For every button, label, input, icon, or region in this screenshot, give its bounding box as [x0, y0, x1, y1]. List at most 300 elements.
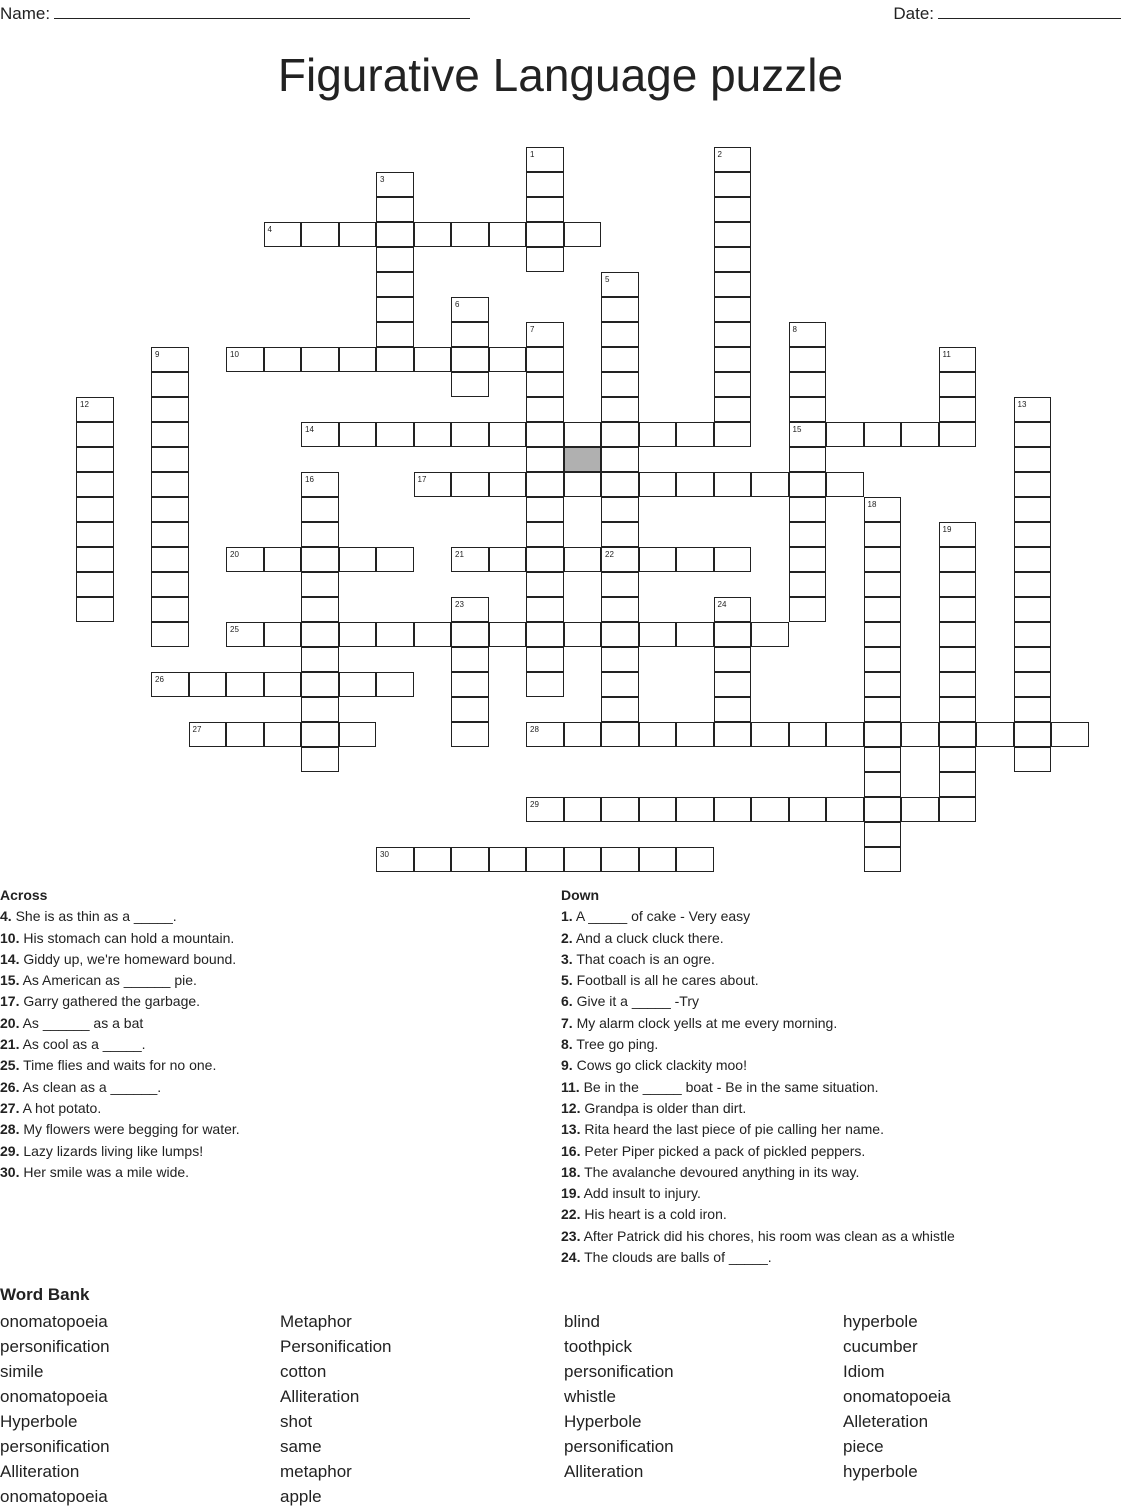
- grid-cell[interactable]: [151, 522, 189, 547]
- grid-cell[interactable]: [76, 422, 114, 447]
- down-clue: [561, 970, 955, 991]
- grid-cell[interactable]: [826, 422, 864, 447]
- grid-cell[interactable]: [601, 847, 639, 872]
- down-clues: [561, 885, 955, 1268]
- across-clue: [0, 1013, 240, 1034]
- clue-number: 23: [455, 600, 464, 609]
- grid-cell[interactable]: [526, 197, 564, 222]
- grid-cell[interactable]: [789, 347, 827, 372]
- grid-cell[interactable]: [526, 447, 564, 472]
- grid-cell[interactable]: [151, 572, 189, 597]
- clue-number: 6.: [561, 993, 573, 1010]
- grid-cell[interactable]: [414, 422, 452, 447]
- grid-cell[interactable]: [489, 472, 527, 497]
- word-bank-item: whistle: [564, 1387, 616, 1406]
- grid-cell[interactable]: [526, 222, 564, 247]
- down-clue: [561, 928, 955, 949]
- grid-cell[interactable]: [601, 347, 639, 372]
- grid-cell[interactable]: [714, 797, 752, 822]
- grid-cell[interactable]: [1014, 422, 1052, 447]
- grid-cell[interactable]: [639, 847, 677, 872]
- clue-text: His stomach can hold a mountain.: [23, 929, 235, 946]
- grid-cell[interactable]: [76, 497, 114, 522]
- grid-cell[interactable]: [301, 522, 339, 547]
- grid-cell[interactable]: [376, 272, 414, 297]
- grid-cell[interactable]: [714, 422, 752, 447]
- grid-cell[interactable]: [376, 547, 414, 572]
- grid-cell[interactable]: [76, 522, 114, 547]
- grid-cell[interactable]: [264, 547, 302, 572]
- grid-cell[interactable]: [151, 397, 189, 422]
- grid-cell[interactable]: [414, 347, 452, 372]
- clue-number: 5: [605, 275, 610, 284]
- grid-cell[interactable]: [301, 747, 339, 772]
- grid-cell[interactable]: [526, 672, 564, 697]
- grid-cell[interactable]: [789, 572, 827, 597]
- grid-cell[interactable]: [864, 597, 902, 622]
- grid-cell[interactable]: [526, 422, 564, 447]
- grid-cell[interactable]: [864, 422, 902, 447]
- grid-cell[interactable]: [939, 772, 977, 797]
- grid-cell[interactable]: [639, 722, 677, 747]
- grid-cell[interactable]: [301, 672, 339, 697]
- grid-cell[interactable]: [526, 172, 564, 197]
- grid-cell[interactable]: [451, 347, 489, 372]
- grid-cell[interactable]: [714, 647, 752, 672]
- grid-cell[interactable]: [1014, 472, 1052, 497]
- grid-cell[interactable]: [826, 797, 864, 822]
- across-clues: [0, 885, 240, 1183]
- word-bank-item: Alliteration: [564, 1462, 644, 1481]
- grid-cell[interactable]: [714, 197, 752, 222]
- clue-number: 19: [942, 525, 952, 534]
- word-bank-item: shot: [280, 1412, 313, 1431]
- grid-cell[interactable]: [526, 847, 564, 872]
- clue-number: 2: [717, 150, 722, 159]
- grid-cell[interactable]: [864, 747, 902, 772]
- grid-cell[interactable]: [864, 797, 902, 822]
- grid-cell[interactable]: [601, 397, 639, 422]
- grid-cell[interactable]: [414, 222, 452, 247]
- grid-cell[interactable]: [714, 372, 752, 397]
- grid-cell[interactable]: [601, 597, 639, 622]
- grid-cell[interactable]: [339, 547, 377, 572]
- word-bank-item: hyperbole: [843, 1462, 918, 1481]
- grid-cell[interactable]: [264, 347, 302, 372]
- grid-cell[interactable]: [864, 622, 902, 647]
- grid-cell[interactable]: [451, 647, 489, 672]
- grid-cell[interactable]: [601, 522, 639, 547]
- grid-cell[interactable]: [226, 722, 264, 747]
- grid-cell[interactable]: [714, 247, 752, 272]
- grid-cell[interactable]: [714, 697, 752, 722]
- down-clue: [561, 1204, 955, 1225]
- grid-cell[interactable]: [151, 597, 189, 622]
- grid-cell[interactable]: [939, 572, 977, 597]
- grid-cell[interactable]: [489, 547, 527, 572]
- grid-cell[interactable]: [601, 672, 639, 697]
- grid-cell[interactable]: [301, 347, 339, 372]
- grid-cell[interactable]: [939, 797, 977, 822]
- grid-cell[interactable]: [226, 672, 264, 697]
- grid-cell[interactable]: [751, 722, 789, 747]
- grid-cell[interactable]: [301, 547, 339, 572]
- grid-cell[interactable]: [939, 697, 977, 722]
- grid-cell[interactable]: [864, 647, 902, 672]
- grid-cell[interactable]: [1014, 522, 1052, 547]
- grid-cell[interactable]: [601, 622, 639, 647]
- grid-cell: [564, 447, 602, 472]
- clue-text: A hot potato.: [22, 1099, 102, 1116]
- grid-cell[interactable]: [939, 672, 977, 697]
- grid-cell[interactable]: [189, 672, 227, 697]
- grid-cell[interactable]: [376, 422, 414, 447]
- clue-number: 20: [230, 550, 239, 559]
- across-clue: [0, 991, 240, 1012]
- grid-cell[interactable]: [151, 422, 189, 447]
- grid-cell[interactable]: [1014, 747, 1052, 772]
- grid-cell[interactable]: [564, 797, 602, 822]
- grid-cell[interactable]: [676, 547, 714, 572]
- clue-number: 16: [305, 475, 314, 484]
- grid-cell[interactable]: [414, 847, 452, 872]
- grid-cell[interactable]: [676, 472, 714, 497]
- grid-cell[interactable]: [789, 522, 827, 547]
- grid-cell[interactable]: [376, 197, 414, 222]
- grid-cell[interactable]: [564, 847, 602, 872]
- down-clue: [561, 1226, 955, 1247]
- grid-cell[interactable]: [864, 822, 902, 847]
- grid-cell[interactable]: [414, 622, 452, 647]
- grid-cell[interactable]: [639, 797, 677, 822]
- clue-number: 17: [417, 475, 427, 484]
- grid-cell[interactable]: [1014, 722, 1052, 747]
- grid-cell[interactable]: [864, 547, 902, 572]
- grid-cell[interactable]: [451, 372, 489, 397]
- grid-cell[interactable]: [751, 797, 789, 822]
- clue-number: 1.: [561, 908, 573, 925]
- across-clue: [0, 1098, 240, 1119]
- clue-number: 15: [792, 425, 802, 434]
- grid-cell[interactable]: [939, 397, 977, 422]
- grid-cell[interactable]: [376, 222, 414, 247]
- grid-cell[interactable]: [526, 372, 564, 397]
- grid-cell[interactable]: [376, 297, 414, 322]
- grid-cell[interactable]: [939, 622, 977, 647]
- grid-cell[interactable]: [639, 422, 677, 447]
- across-clue: [0, 906, 240, 927]
- grid-cell[interactable]: [1014, 622, 1052, 647]
- grid-cell[interactable]: [789, 447, 827, 472]
- grid-cell[interactable]: [451, 422, 489, 447]
- grid-cell[interactable]: [451, 622, 489, 647]
- clue-text: As cool as a _____.: [22, 1036, 146, 1053]
- grid-cell[interactable]: [526, 572, 564, 597]
- grid-cell[interactable]: [301, 597, 339, 622]
- grid-cell[interactable]: [714, 322, 752, 347]
- grid-cell[interactable]: [939, 372, 977, 397]
- clue-number: 8: [792, 325, 797, 334]
- grid-cell[interactable]: [939, 722, 977, 747]
- grid-cell[interactable]: [714, 622, 752, 647]
- word-bank-item: Idiom: [843, 1362, 885, 1381]
- grid-cell[interactable]: [1014, 547, 1052, 572]
- date-label: Date:: [893, 4, 934, 23]
- clue-text: His heart is a cold iron.: [584, 1206, 727, 1223]
- grid-cell[interactable]: [376, 322, 414, 347]
- word-bank-item: toothpick: [564, 1337, 633, 1356]
- clue-text: As ______ as a bat: [22, 1014, 144, 1031]
- word-bank-item: onomatopoeia: [843, 1387, 951, 1406]
- grid-cell[interactable]: [151, 547, 189, 572]
- grid-cell[interactable]: [901, 797, 939, 822]
- grid-cell[interactable]: [601, 472, 639, 497]
- grid-cell[interactable]: [264, 672, 302, 697]
- clue-number: 11.: [561, 1078, 580, 1095]
- grid-cell[interactable]: [826, 722, 864, 747]
- name-label: Name:: [0, 4, 51, 23]
- grid-cell[interactable]: [939, 547, 977, 572]
- grid-cell[interactable]: [339, 422, 377, 447]
- clue-text: Garry gathered the garbage.: [23, 993, 201, 1010]
- word-bank-item: personification: [564, 1437, 674, 1456]
- grid-cell[interactable]: [564, 622, 602, 647]
- grid-cell[interactable]: [601, 647, 639, 672]
- across-clue: [0, 1055, 240, 1076]
- clue-number: 25: [230, 625, 239, 634]
- grid-cell[interactable]: [451, 722, 489, 747]
- grid-cell[interactable]: [714, 722, 752, 747]
- grid-cell[interactable]: [789, 497, 827, 522]
- grid-cell[interactable]: [526, 522, 564, 547]
- grid-cell[interactable]: [789, 397, 827, 422]
- grid-cell[interactable]: [264, 622, 302, 647]
- clue-number: 27: [192, 725, 202, 734]
- word-bank-item: onomatopoeia: [0, 1312, 108, 1331]
- grid-cell[interactable]: [751, 622, 789, 647]
- grid-cell[interactable]: [489, 222, 527, 247]
- clue-number: 14: [305, 425, 314, 434]
- grid-cell[interactable]: [714, 297, 752, 322]
- grid-cell[interactable]: [1051, 722, 1089, 747]
- grid-cell[interactable]: [864, 522, 902, 547]
- grid-cell[interactable]: [76, 472, 114, 497]
- grid-cell[interactable]: [1014, 647, 1052, 672]
- grid-cell[interactable]: [76, 597, 114, 622]
- grid-cell[interactable]: [301, 647, 339, 672]
- grid-cell[interactable]: [676, 797, 714, 822]
- clue-number: 8.: [561, 1036, 573, 1053]
- grid-cell[interactable]: [939, 422, 977, 447]
- grid-cell[interactable]: [526, 247, 564, 272]
- grid-cell[interactable]: [601, 322, 639, 347]
- grid-cell[interactable]: [376, 622, 414, 647]
- grid-cell[interactable]: [301, 722, 339, 747]
- grid-cell[interactable]: [564, 422, 602, 447]
- grid-cell[interactable]: [76, 547, 114, 572]
- grid-cell[interactable]: [301, 497, 339, 522]
- clue-number: 26: [155, 675, 164, 684]
- grid-cell[interactable]: [526, 622, 564, 647]
- grid-cell[interactable]: [601, 297, 639, 322]
- grid-cell[interactable]: [489, 847, 527, 872]
- grid-cell[interactable]: [376, 247, 414, 272]
- word-bank-column: [564, 1309, 674, 1484]
- grid-cell[interactable]: [526, 397, 564, 422]
- grid-cell[interactable]: [676, 422, 714, 447]
- grid-cell[interactable]: [601, 797, 639, 822]
- grid-cell[interactable]: [451, 472, 489, 497]
- clue-number: 29.: [0, 1142, 20, 1159]
- grid-cell[interactable]: [489, 422, 527, 447]
- grid-cell[interactable]: [864, 847, 902, 872]
- grid-cell[interactable]: [339, 622, 377, 647]
- clue-text: Her smile was a mile wide.: [23, 1163, 190, 1180]
- grid-cell[interactable]: [564, 547, 602, 572]
- clue-number: 3.: [561, 950, 573, 967]
- grid-cell[interactable]: [1014, 572, 1052, 597]
- grid-cell[interactable]: [151, 497, 189, 522]
- clue-number: 13.: [561, 1121, 581, 1138]
- grid-cell[interactable]: [789, 722, 827, 747]
- grid-cell[interactable]: [789, 547, 827, 572]
- grid-cell[interactable]: [76, 447, 114, 472]
- grid-cell[interactable]: [789, 597, 827, 622]
- grid-cell[interactable]: [714, 222, 752, 247]
- clue-text: Be in the _____ boat - Be in the same situation.: [583, 1078, 879, 1095]
- grid-cell[interactable]: [526, 497, 564, 522]
- clue-text: A _____ of cake - Very easy: [575, 908, 751, 925]
- grid-cell[interactable]: [939, 747, 977, 772]
- grid-cell[interactable]: [939, 597, 977, 622]
- clue-number: 18.: [561, 1163, 581, 1180]
- grid-cell[interactable]: [676, 722, 714, 747]
- grid-cell[interactable]: [714, 672, 752, 697]
- grid-cell[interactable]: [639, 622, 677, 647]
- clue-text: And a cluck cluck there.: [575, 929, 724, 946]
- word-bank-item: Hyperbole: [564, 1412, 642, 1431]
- clue-number: 10: [230, 350, 239, 359]
- grid-cell[interactable]: [526, 347, 564, 372]
- grid-cell[interactable]: [751, 472, 789, 497]
- grid-cell[interactable]: [451, 697, 489, 722]
- grid-cell[interactable]: [151, 447, 189, 472]
- grid-cell[interactable]: [489, 622, 527, 647]
- grid-cell[interactable]: [1014, 672, 1052, 697]
- grid-cell[interactable]: [526, 597, 564, 622]
- grid-cell[interactable]: [864, 572, 902, 597]
- word-bank-item: same: [280, 1437, 322, 1456]
- grid-cell[interactable]: [676, 847, 714, 872]
- grid-cell[interactable]: [789, 372, 827, 397]
- word-bank-item: apple: [280, 1487, 322, 1506]
- grid-cell[interactable]: [451, 672, 489, 697]
- grid-cell[interactable]: [714, 397, 752, 422]
- down-heading: Down: [561, 887, 600, 903]
- clue-number: 23.: [561, 1227, 581, 1244]
- grid-cell[interactable]: [601, 372, 639, 397]
- clue-text: Cows go click clackity moo!: [576, 1057, 747, 1074]
- grid-cell[interactable]: [1014, 597, 1052, 622]
- clue-number: 29: [530, 800, 539, 809]
- grid-cell[interactable]: [564, 722, 602, 747]
- across-clue: [0, 928, 240, 949]
- clue-text: Giddy up, we're homeward bound.: [23, 950, 237, 967]
- grid-cell[interactable]: [976, 722, 1014, 747]
- grid-cell[interactable]: [451, 322, 489, 347]
- down-clue: [561, 1162, 955, 1183]
- grid-cell[interactable]: [564, 472, 602, 497]
- grid-cell[interactable]: [601, 697, 639, 722]
- grid-cell[interactable]: [339, 222, 377, 247]
- grid-cell[interactable]: [714, 347, 752, 372]
- grid-cell[interactable]: [714, 472, 752, 497]
- clue-text: Add insult to injury.: [583, 1185, 701, 1202]
- grid-cell[interactable]: [526, 472, 564, 497]
- grid-cell[interactable]: [864, 672, 902, 697]
- grid-cell[interactable]: [526, 547, 564, 572]
- grid-cell[interactable]: [376, 347, 414, 372]
- grid-cell[interactable]: [601, 497, 639, 522]
- grid-cell[interactable]: [339, 722, 377, 747]
- grid-cell[interactable]: [639, 547, 677, 572]
- grid-cell[interactable]: [376, 672, 414, 697]
- grid-cell[interactable]: [864, 722, 902, 747]
- grid-cell[interactable]: [1014, 447, 1052, 472]
- grid-cell[interactable]: [601, 422, 639, 447]
- grid-cell[interactable]: [339, 347, 377, 372]
- grid-cell[interactable]: [1014, 497, 1052, 522]
- grid-cell[interactable]: [789, 797, 827, 822]
- grid-cell[interactable]: [714, 547, 752, 572]
- grid-cell[interactable]: [151, 622, 189, 647]
- grid-cell[interactable]: [676, 622, 714, 647]
- grid-cell[interactable]: [564, 222, 602, 247]
- grid-cell[interactable]: [151, 472, 189, 497]
- grid-cell[interactable]: [601, 572, 639, 597]
- grid-cell[interactable]: [301, 222, 339, 247]
- grid-cell[interactable]: [601, 447, 639, 472]
- grid-cell[interactable]: [301, 622, 339, 647]
- word-bank-item: cotton: [280, 1362, 327, 1381]
- grid-cell[interactable]: [601, 722, 639, 747]
- grid-cell[interactable]: [151, 372, 189, 397]
- grid-cell[interactable]: [901, 422, 939, 447]
- word-bank-item: Alleteration: [843, 1412, 929, 1431]
- grid-cell[interactable]: [451, 222, 489, 247]
- grid-cell[interactable]: [489, 347, 527, 372]
- grid-cell[interactable]: [264, 722, 302, 747]
- grid-cell[interactable]: [826, 472, 864, 497]
- grid-cell[interactable]: [789, 472, 827, 497]
- grid-cell[interactable]: [76, 572, 114, 597]
- grid-cell[interactable]: [301, 572, 339, 597]
- grid-cell[interactable]: [714, 172, 752, 197]
- grid-cell[interactable]: [864, 772, 902, 797]
- grid-cell[interactable]: [939, 647, 977, 672]
- grid-cell[interactable]: [526, 647, 564, 672]
- grid-cell[interactable]: [864, 697, 902, 722]
- grid-cell[interactable]: [451, 847, 489, 872]
- word-bank-item: onomatopoeia: [0, 1387, 108, 1406]
- grid-cell[interactable]: [1014, 697, 1052, 722]
- clue-number: 6: [455, 300, 460, 309]
- grid-cell[interactable]: [901, 722, 939, 747]
- grid-cell[interactable]: [339, 672, 377, 697]
- grid-cell[interactable]: [639, 472, 677, 497]
- grid-cell[interactable]: [714, 272, 752, 297]
- grid-cell[interactable]: [301, 697, 339, 722]
